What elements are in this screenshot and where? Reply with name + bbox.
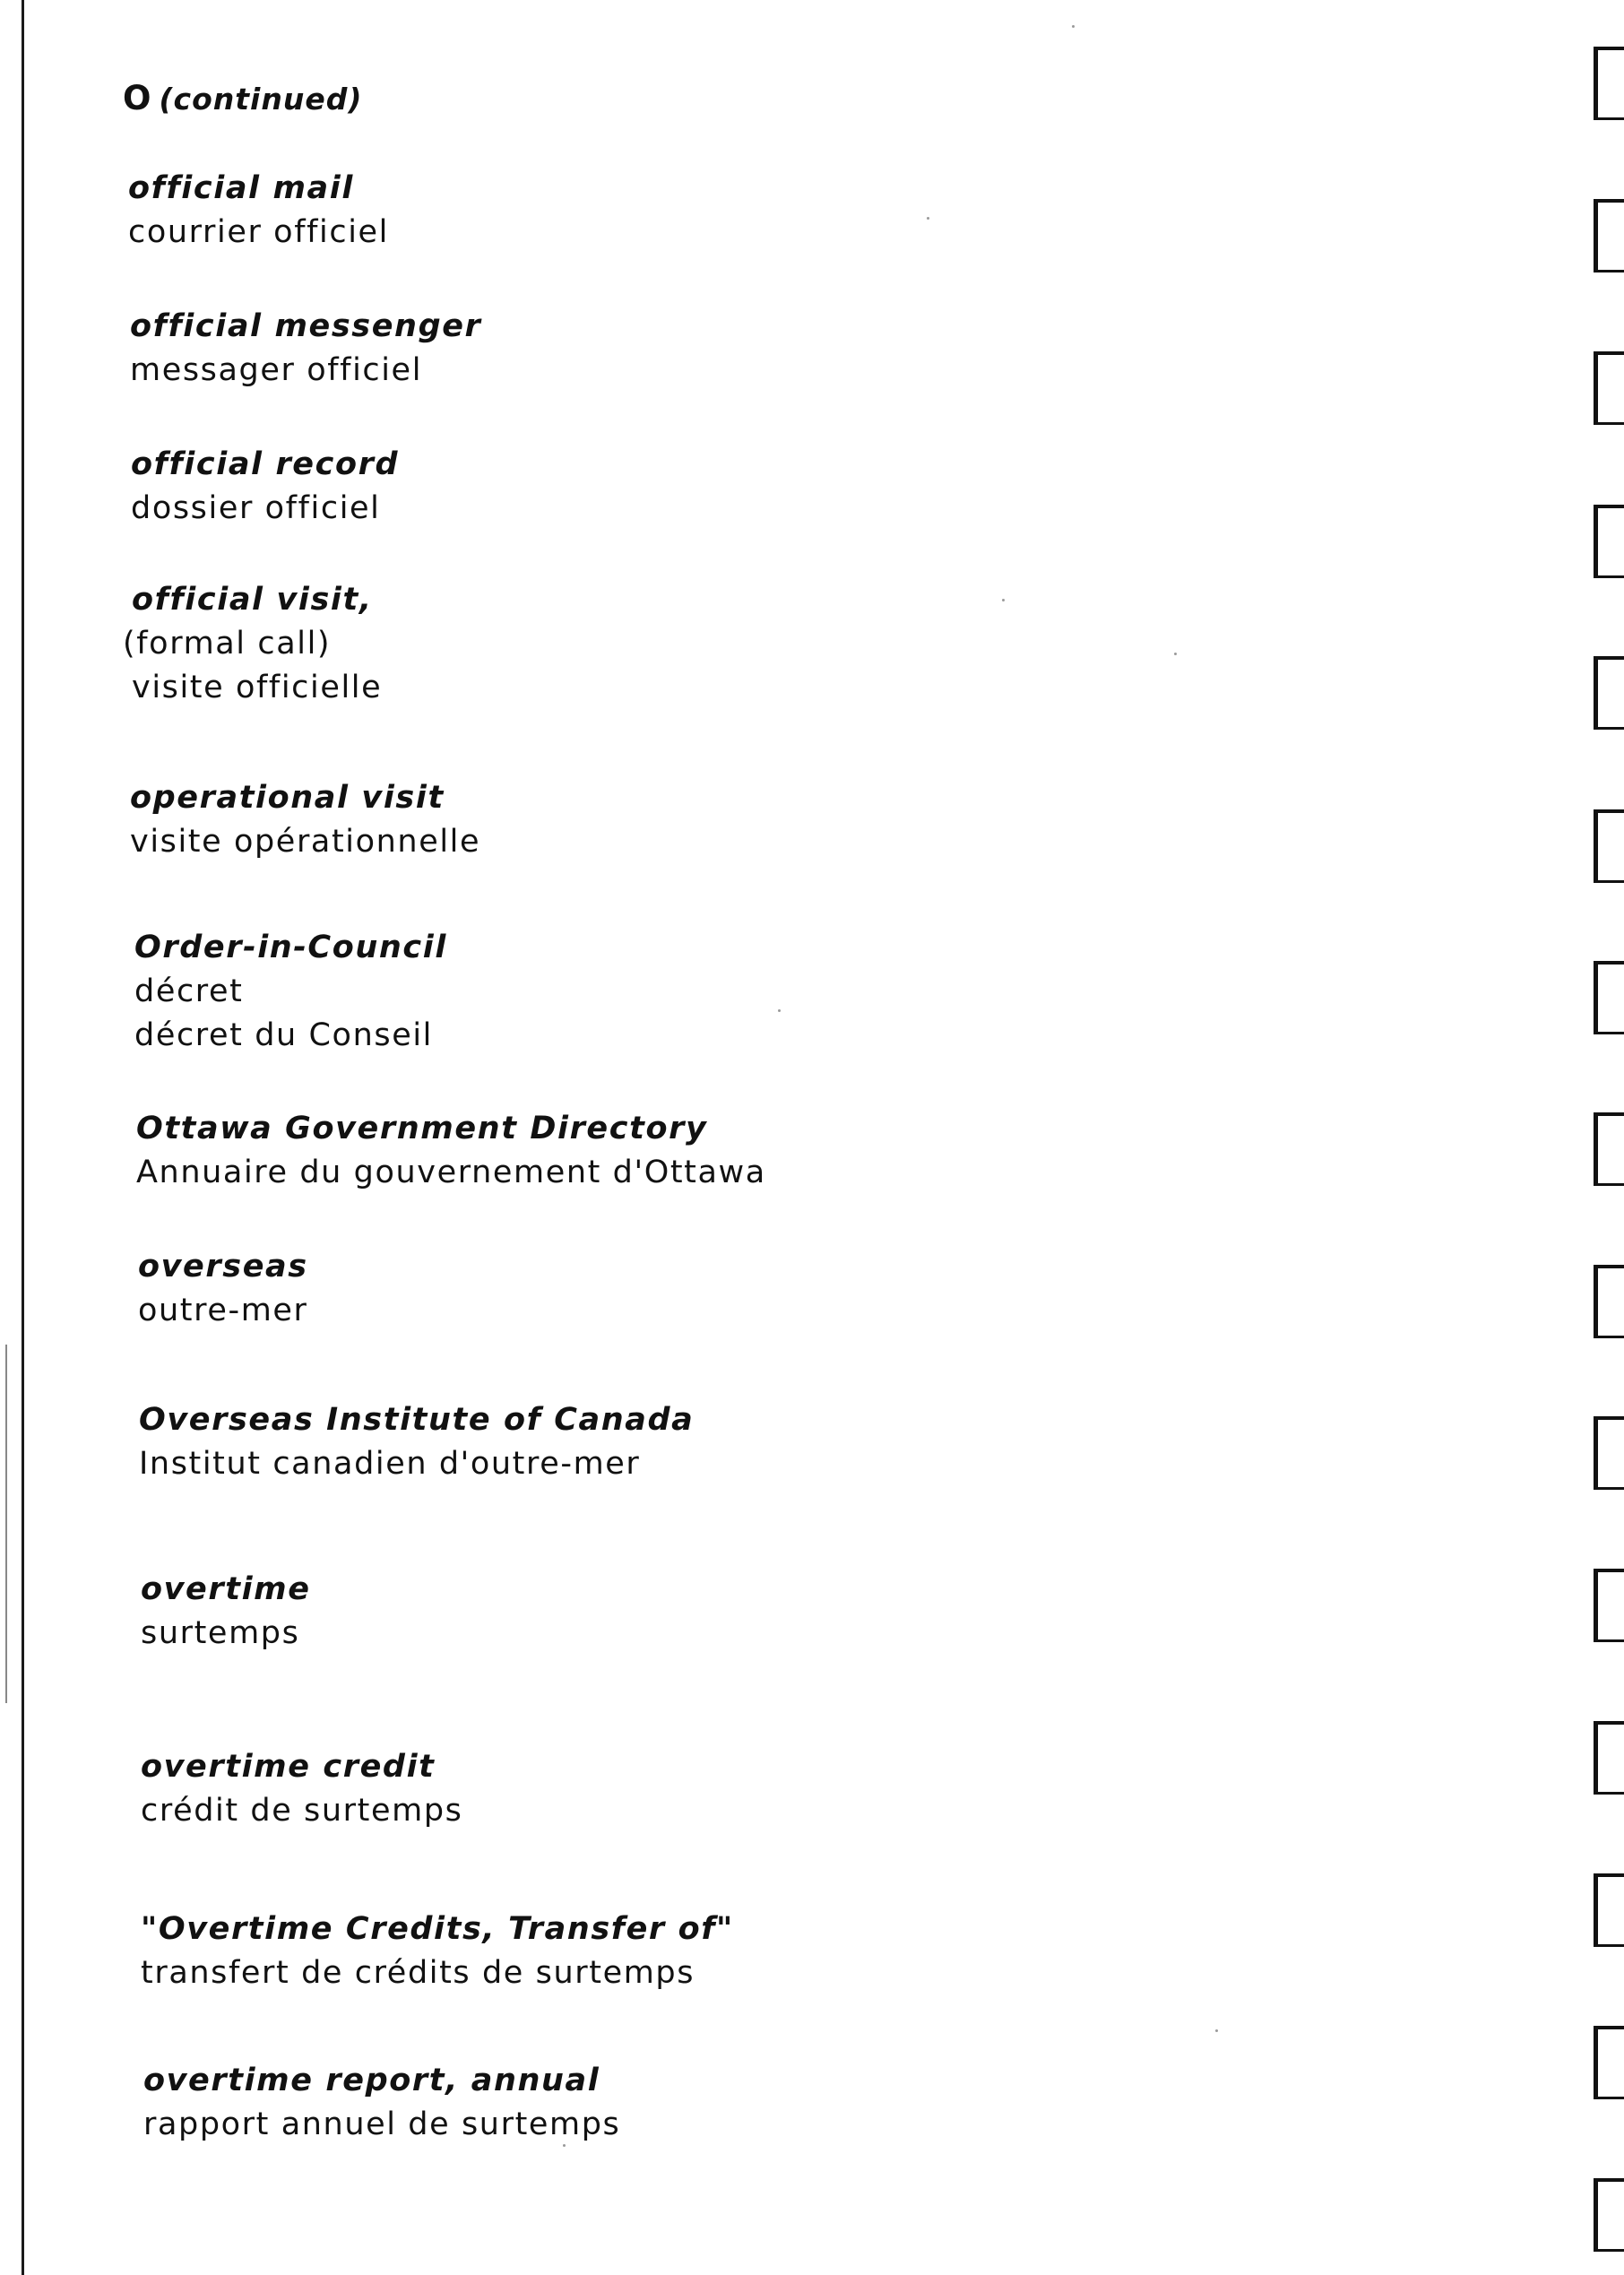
card-tab-slot [1594, 199, 1624, 272]
glossary-entry [138, 1245, 308, 1333]
card-tab-slot [1594, 1112, 1624, 1186]
glossary-entry [134, 926, 447, 1058]
section-header [123, 79, 362, 117]
entry-translation: messager officiel [130, 352, 423, 388]
card-tab-slot [1594, 1416, 1624, 1490]
card-tab-slot [1594, 1873, 1624, 1947]
glossary-entry [130, 305, 481, 393]
glossary-entry [130, 776, 480, 864]
glossary-entry [128, 167, 389, 255]
scan-speck [1002, 599, 1005, 601]
entry-term: official record [131, 446, 400, 482]
entry-term: "Overtime Credits, Transfer of" [141, 1911, 734, 1947]
entry-term: overtime [141, 1571, 311, 1607]
entry-translation: décret [134, 973, 244, 1009]
entry-translation: dossier officiel [131, 490, 381, 526]
entry-term: Order-in-Council [134, 930, 447, 965]
scan-speck [1072, 25, 1075, 28]
glossary-entry [136, 1107, 766, 1195]
card-tab-slot [1594, 1265, 1624, 1338]
entry-translation: visite officielle [132, 670, 383, 705]
card-tab-slot [1594, 1721, 1624, 1795]
entry-note: (formal call) [123, 626, 332, 662]
card-tab-slot [1594, 2026, 1624, 2099]
glossary-entry [143, 2059, 620, 2147]
card-tab-slot [1594, 47, 1624, 120]
entry-term: Overseas Institute of Canada [139, 1402, 695, 1438]
section-letter: O [123, 79, 152, 117]
entry-translation: Institut canadien d'outre-mer [139, 1446, 641, 1482]
entry-translation: décret du Conseil [134, 1017, 433, 1053]
card-tab-slot [1594, 505, 1624, 578]
glossary-entry [131, 443, 399, 531]
left-margin-rule [22, 0, 24, 2275]
entry-translation: visite opérationnelle [130, 824, 481, 860]
entry-translation: courrier officiel [128, 214, 389, 250]
scan-speck [927, 217, 929, 220]
entry-term: official messenger [130, 308, 482, 344]
entry-translation: crédit de surtemps [141, 1793, 463, 1829]
entry-term: operational visit [130, 780, 445, 816]
entry-translation: outre-mer [138, 1293, 308, 1328]
card-tab-slot [1594, 809, 1624, 883]
entry-term: overseas [138, 1249, 308, 1285]
scan-speck [563, 2144, 566, 2147]
entry-term: official visit, [132, 582, 373, 618]
entry-translation: Annuaire du gouvernement d'Ottawa [136, 1155, 766, 1190]
card-tab-slot [1594, 656, 1624, 730]
card-tab-slot [1594, 2178, 1624, 2252]
scan-speck [1215, 2029, 1218, 2032]
entry-translation: rapport annuel de surtemps [143, 2106, 621, 2142]
glossary-entry [141, 1745, 462, 1833]
entry-term: official mail [128, 170, 354, 206]
scan-speck [1174, 653, 1177, 655]
entry-translation: surtemps [141, 1615, 300, 1651]
left-edge-shadow [5, 1345, 7, 1703]
scan-speck [778, 1009, 781, 1012]
glossary-entry [141, 1907, 734, 1995]
card-tab-slot [1594, 961, 1624, 1034]
glossary-entry [141, 1568, 311, 1656]
glossary-entry [123, 578, 383, 710]
entry-term: Ottawa Government Directory [136, 1111, 708, 1146]
card-tab-slot [1594, 351, 1624, 425]
section-continued-label: (continued) [159, 82, 363, 117]
entry-term: overtime report, annual [143, 2063, 600, 2098]
glossary-entry [139, 1398, 694, 1486]
card-tab-slot [1594, 1569, 1624, 1642]
entry-term: overtime credit [141, 1749, 436, 1785]
entry-translation: transfert de crédits de surtemps [141, 1955, 695, 1991]
